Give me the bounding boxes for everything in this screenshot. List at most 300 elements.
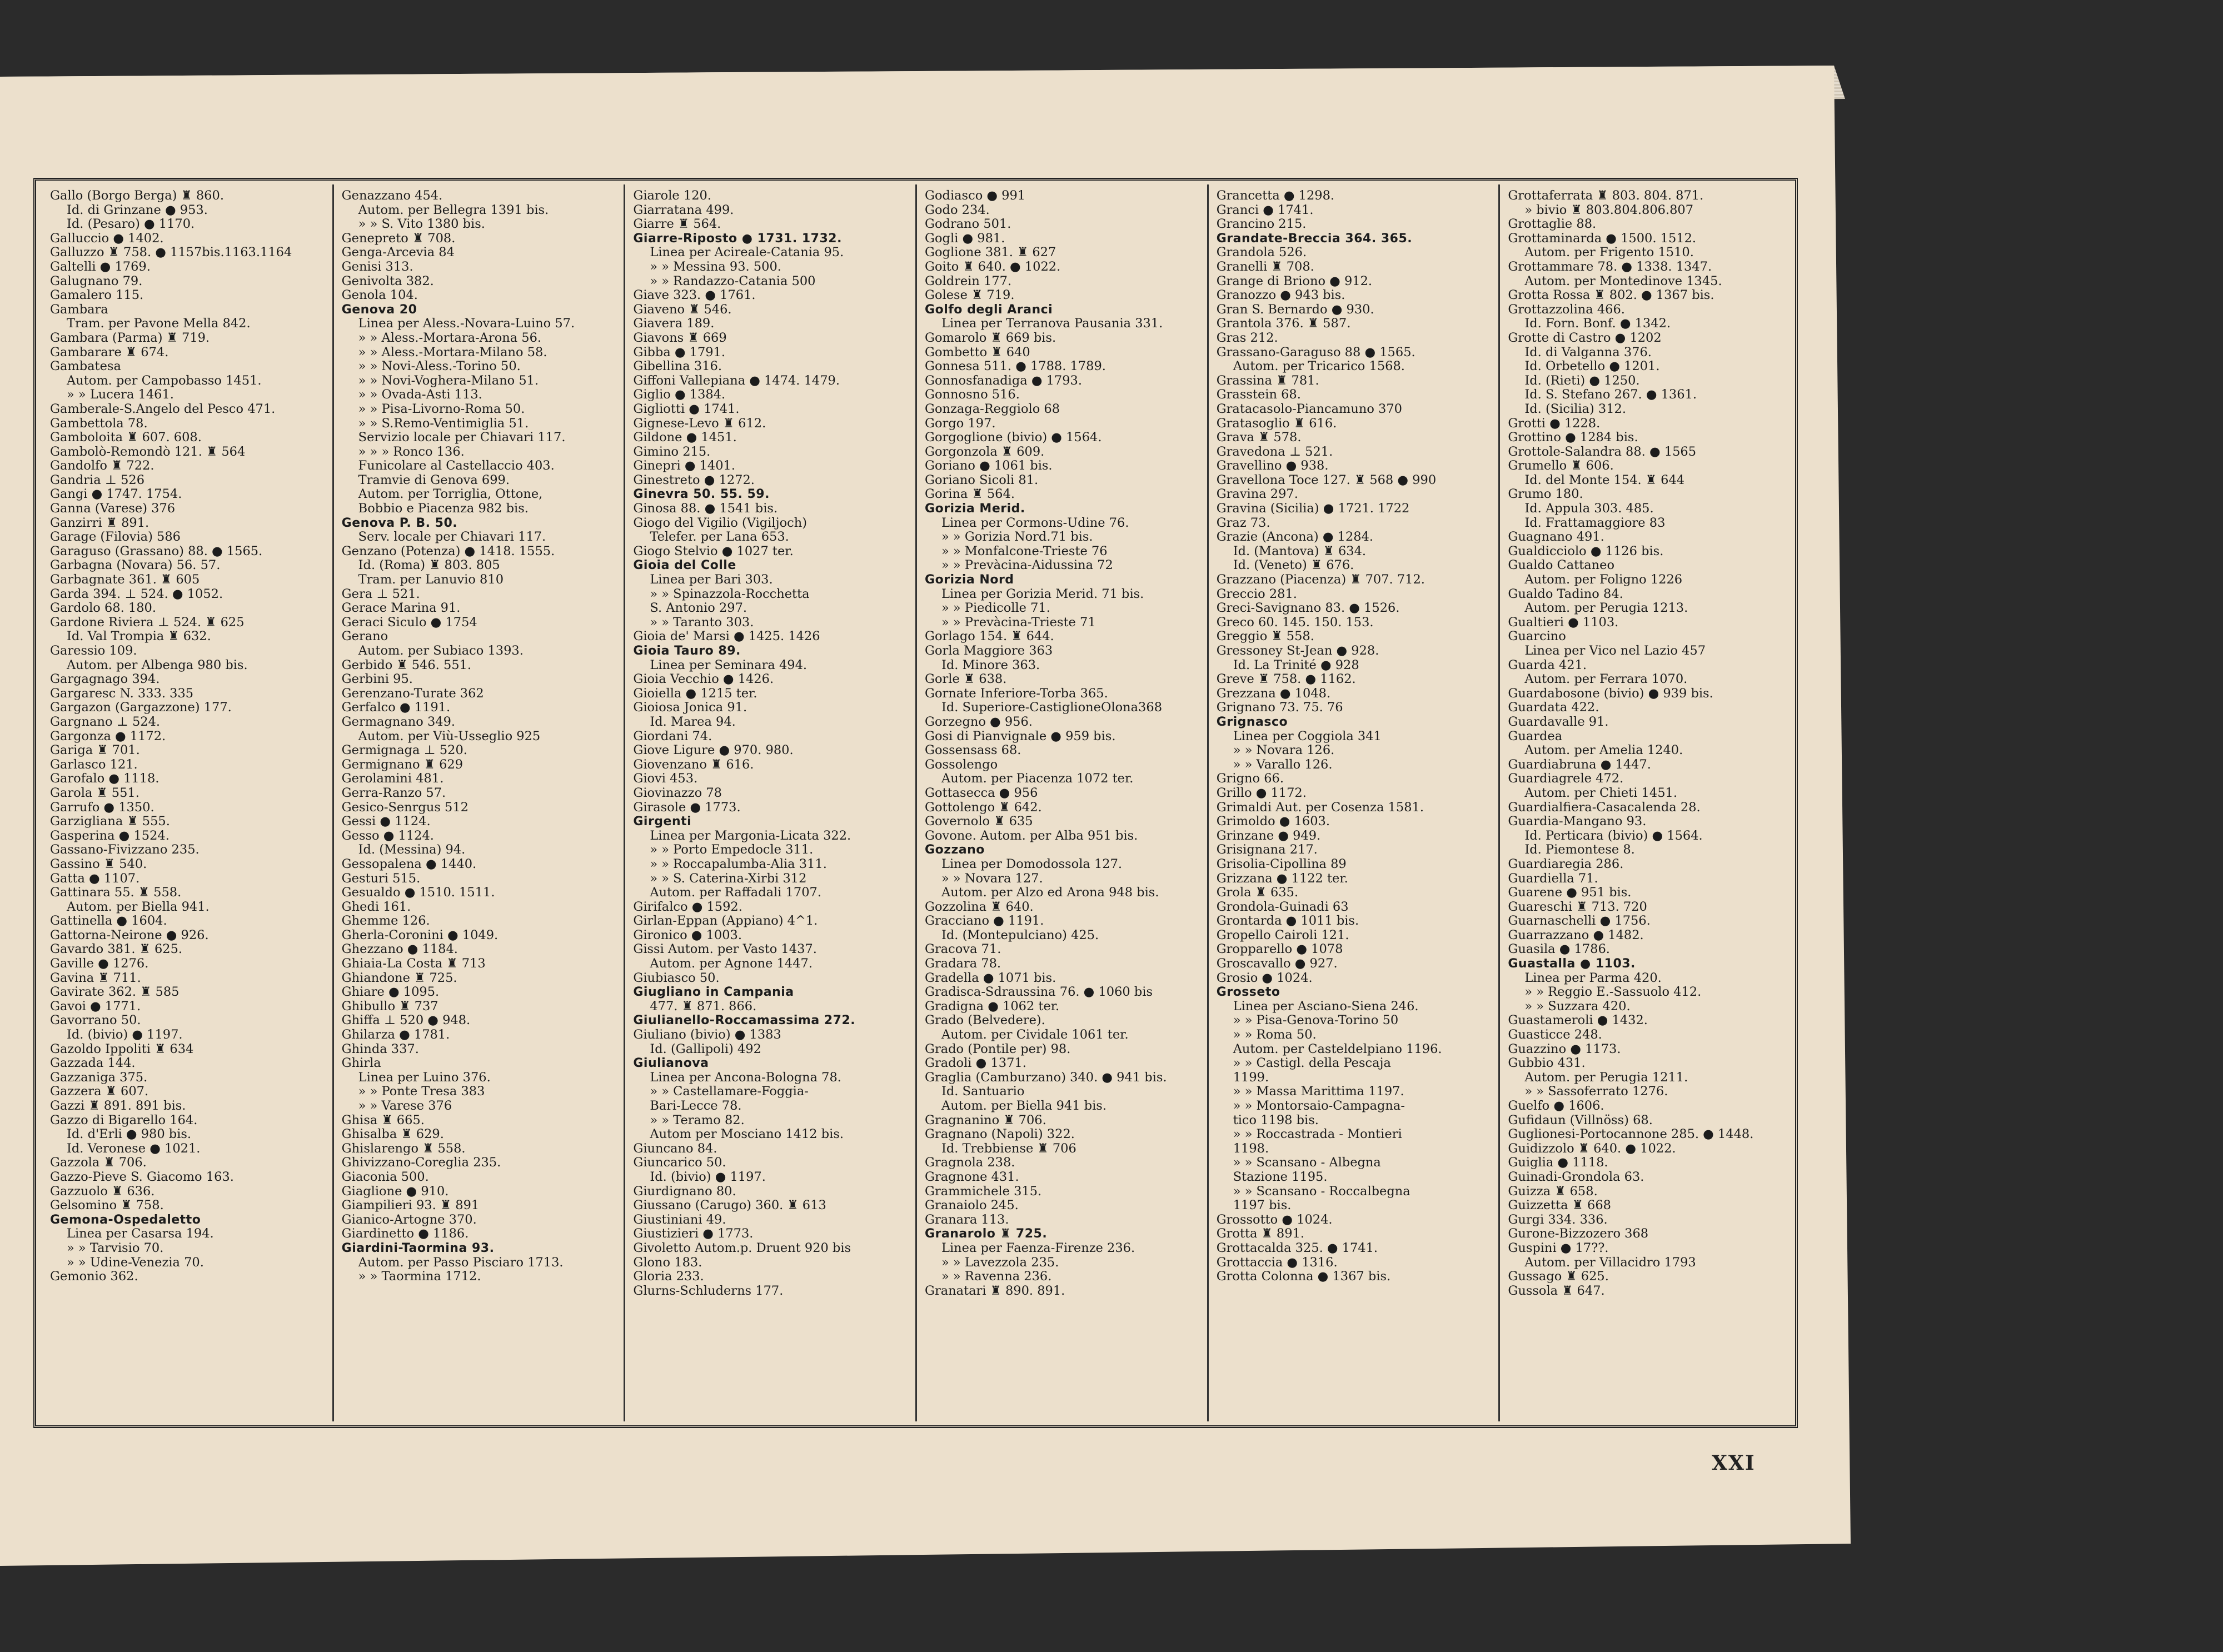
index-heading: Giardini-Taormina 93. xyxy=(341,1241,495,1255)
index-entry: Grancino 215. xyxy=(1216,217,1307,232)
index-entry: Gambatesa xyxy=(50,360,121,374)
index-entry: Ghiare ● 1095. xyxy=(341,985,440,1000)
index-entry: Gradara 78. xyxy=(925,957,1001,971)
index-entry: Autom. per Biella 941. xyxy=(67,900,210,914)
index-entry: Autom. per Tricarico 1568. xyxy=(1233,360,1405,374)
index-entry: Genola 104. xyxy=(341,288,418,303)
index-entry: Guardiaregia 286. xyxy=(1508,857,1624,871)
index-entry: Autom. per Montedinove 1345. xyxy=(1524,274,1722,288)
index-entry: Ganna (Varese) 376 xyxy=(50,502,176,516)
index-entry: Autom. per Passo Pisciaro 1713. xyxy=(358,1255,564,1270)
index-entry: Autom. per Villacidro 1793 xyxy=(1524,1255,1696,1270)
index-entry: Id. (Pesaro) ● 1170. xyxy=(67,217,195,232)
index-entry: Ginestreto ● 1272. xyxy=(633,473,755,487)
index-entry: S. Antonio 297. xyxy=(650,601,747,616)
index-entry: Gropparello ● 1078 xyxy=(1216,942,1343,957)
index-entry: Girifalco ● 1592. xyxy=(633,900,742,914)
index-entry: Tram. per Pavone Mella 842. xyxy=(67,317,251,331)
index-entry: Greco 60. 145. 150. 153. xyxy=(1216,615,1374,630)
index-entry: Genisi 313. xyxy=(341,259,413,274)
index-entry: » » S. Caterina-Xirbi 312 xyxy=(650,871,807,886)
index-entry: Gesualdo ● 1510. 1511. xyxy=(341,886,495,900)
index-entry: Garlasco 121. xyxy=(50,757,138,772)
index-entry: Goito ♜ 640. ● 1022. xyxy=(925,259,1061,274)
index-entry: Linea per Bari 303. xyxy=(650,573,773,587)
index-entry: » » Randazzo-Catania 500 xyxy=(650,274,816,288)
index-entry: » » Montorsaio-Campagna- xyxy=(1233,1099,1405,1113)
index-entry: Guardia-Mangano 93. xyxy=(1508,815,1647,829)
index-entry: » » Novi-Aless.-Torino 50. xyxy=(358,360,521,374)
index-entry: » » Taormina 1712. xyxy=(358,1270,481,1284)
index-entry: Gassano-Fivizzano 235. xyxy=(50,843,200,857)
index-entry: » » Ravenna 236. xyxy=(941,1270,1052,1284)
index-entry: Gatta ● 1107. xyxy=(50,871,140,886)
index-entry: Galluccio ● 1402. xyxy=(50,231,164,246)
index-entry: Gandria ⊥ 526 xyxy=(50,473,145,487)
index-entry: Autom. per Ferrara 1070. xyxy=(1524,672,1688,687)
index-entry: Linea per Parma 420. xyxy=(1524,971,1662,985)
index-entry: Gualdo Tadino 84. xyxy=(1508,587,1623,601)
index-entry: Gorlago 154. ♜ 644. xyxy=(925,630,1054,644)
index-entry: Id. La Trinité ● 928 xyxy=(1233,658,1359,672)
index-heading: Gioia Tauro 89. xyxy=(633,644,741,658)
index-entry: Gherla-Coronini ● 1049. xyxy=(341,928,499,942)
index-entry: Giovenzano ♜ 616. xyxy=(633,757,754,772)
index-entry: Gargaresc N. 333. 335 xyxy=(50,686,194,701)
index-entry: Gradoli ● 1371. xyxy=(925,1056,1026,1071)
index-entry: Ghisa ♜ 665. xyxy=(341,1113,425,1127)
index-entry: Giarratana 499. xyxy=(633,203,734,217)
index-entry: Id. Forn. Bonf. ● 1342. xyxy=(1524,317,1671,331)
index-entry: Gazzola ♜ 706. xyxy=(50,1156,147,1170)
index-entry: Garaguso (Grassano) 88. ● 1565. xyxy=(50,544,263,558)
index-entry: Giaconia 500. xyxy=(341,1170,429,1184)
index-entry: Gerolamini 481. xyxy=(341,772,444,786)
index-entry: Gerace Marina 91. xyxy=(341,601,461,616)
index-entry: Autom per Mosciano 1412 bis. xyxy=(650,1127,844,1142)
index-entry: Gogli ● 981. xyxy=(925,231,1005,246)
index-entry: Goglione 381. ♜ 627 xyxy=(925,246,1056,260)
index-entry: Guarda 421. xyxy=(1508,658,1587,672)
index-entry: Gavoi ● 1771. xyxy=(50,999,141,1014)
index-entry: Germagnano 349. xyxy=(341,715,456,729)
index-entry: Grillo ● 1172. xyxy=(1216,786,1307,800)
index-entry: » » Aless.-Mortara-Milano 58. xyxy=(358,345,547,360)
index-entry: Gottasecca ● 956 xyxy=(925,786,1038,800)
index-entry: » » Massa Marittima 1197. xyxy=(1233,1085,1404,1099)
index-entry: Genepreto ♜ 708. xyxy=(341,231,456,246)
index-entry: Gorzegno ● 956. xyxy=(925,715,1033,729)
index-entry: Stazione 1195. xyxy=(1233,1170,1328,1184)
index-entry: Gurgi 334. 336. xyxy=(1508,1212,1608,1227)
index-entry: Gambara (Parma) ♜ 719. xyxy=(50,331,210,345)
index-entry: » » Sassoferrato 1276. xyxy=(1524,1085,1668,1099)
index-entry: Linea per Cormons-Udine 76. xyxy=(941,516,1129,530)
index-entry: Gragnano (Napoli) 322. xyxy=(925,1127,1075,1142)
index-entry: Gonnosno 516. xyxy=(925,388,1020,402)
index-entry: Grinzane ● 949. xyxy=(1216,829,1321,843)
index-entry: Gessi ● 1124. xyxy=(341,815,431,829)
index-entry: » » Lavezzola 235. xyxy=(941,1255,1059,1270)
index-entry: Giussano (Carugo) 360. ♜ 613 xyxy=(633,1199,826,1213)
index-entry: » » Porto Empedocle 311. xyxy=(650,843,814,857)
index-heading: Golfo degli Aranci xyxy=(925,302,1053,317)
index-entry: Linea per Coggiola 341 xyxy=(1233,729,1382,743)
index-entry: Giove Ligure ● 970. 980. xyxy=(633,743,794,758)
index-entry: » » Taranto 303. xyxy=(650,615,754,630)
index-entry: Gerfalco ● 1191. xyxy=(341,701,451,715)
index-entry: Granci ● 1741. xyxy=(1216,203,1314,217)
index-entry: Giffoni Vallepiana ● 1474. 1479. xyxy=(633,373,840,388)
index-entry: Guarnaschelli ● 1756. xyxy=(1508,914,1651,929)
index-entry: Gussago ♜ 625. xyxy=(1508,1270,1609,1284)
index-entry: Genivolta 382. xyxy=(341,274,434,288)
index-entry: Guinadi-Grondola 63. xyxy=(1508,1170,1644,1184)
index-entry: Id. Val Trompia ♜ 632. xyxy=(67,630,211,644)
index-entry: » » Reggio E.-Sassuolo 412. xyxy=(1524,985,1702,1000)
index-entry: Giurdignano 80. xyxy=(633,1184,736,1199)
index-entry: Ghislarengo ♜ 558. xyxy=(341,1141,466,1156)
index-entry: Goriano Sicoli 81. xyxy=(925,473,1039,487)
column-2 xyxy=(334,184,626,1421)
index-entry: » » Monfalcone-Trieste 76 xyxy=(941,544,1108,558)
index-entry: » » Novara 126. xyxy=(1233,743,1335,758)
index-entry: Grotti ● 1228. xyxy=(1508,416,1601,431)
index-entry: 1198. xyxy=(1233,1141,1269,1156)
index-entry: Galluzzo ♜ 758. ● 1157bis.1163.1164 xyxy=(50,246,292,260)
index-entry: Gravina 297. xyxy=(1216,487,1298,502)
index-entry: Id. (Veneto) ♜ 676. xyxy=(1233,558,1354,573)
index-entry: Greccio 281. xyxy=(1216,587,1297,601)
index-entry: Grantola 376. ♜ 587. xyxy=(1216,317,1351,331)
index-entry: » » Pisa-Genova-Torino 50 xyxy=(1233,1014,1399,1028)
index-entry: Gravellino ● 938. xyxy=(1216,459,1329,473)
index-entry: Gesso ● 1124. xyxy=(341,829,434,843)
index-entry: Gragnanino ♜ 706. xyxy=(925,1113,1046,1127)
index-heading: Giugliano in Campania xyxy=(633,985,794,1000)
index-entry: Giustiniani 49. xyxy=(633,1212,726,1227)
index-entry: Granelli ♜ 708. xyxy=(1216,259,1314,274)
index-entry: Gargazon (Gargazzone) 177. xyxy=(50,701,232,715)
index-entry: Ghiaia-La Costa ♜ 713 xyxy=(341,957,486,971)
index-entry: Gazzo di Bigarello 164. xyxy=(50,1113,198,1127)
index-entry: Garbagnate 361. ♜ 605 xyxy=(50,573,200,587)
index-entry: Grola ♜ 635. xyxy=(1216,886,1299,900)
index-entry: Id. Veronese ● 1021. xyxy=(67,1141,201,1156)
index-entry: » bivio ♜ 803.804.806.807 xyxy=(1524,203,1694,217)
index-entry: Groscavallo ● 927. xyxy=(1216,957,1338,971)
index-entry: Guiglia ● 1118. xyxy=(1508,1156,1608,1170)
index-entry: Gioiella ● 1215 ter. xyxy=(633,686,757,701)
index-entry: Guardabosone (bivio) ● 939 bis. xyxy=(1508,686,1713,701)
index-entry: Gavorrano 50. xyxy=(50,1014,141,1028)
index-entry: Id. Piemontese 8. xyxy=(1524,843,1635,857)
index-entry: Gran S. Bernardo ● 930. xyxy=(1216,302,1374,317)
index-entry: Granaiolo 245. xyxy=(925,1199,1019,1213)
index-entry: Gressoney St-Jean ● 928. xyxy=(1216,644,1379,658)
index-entry: Giuncarico 50. xyxy=(633,1156,726,1170)
index-entry: Gasperina ● 1524. xyxy=(50,829,170,843)
index-entry: Grisolia-Cipollina 89 xyxy=(1216,857,1347,871)
index-entry: Linea per Domodossola 127. xyxy=(941,857,1123,871)
index-entry: Gracova 71. xyxy=(925,942,1001,957)
index-entry: Gorina ♜ 564. xyxy=(925,487,1015,502)
index-entry: Linea per Faenza-Firenze 236. xyxy=(941,1241,1135,1255)
index-entry: Gazzaniga 375. xyxy=(50,1070,148,1085)
index-entry: Gazoldo Ippoliti ♜ 634 xyxy=(50,1042,194,1056)
index-entry: Linea per Terranova Pausania 331. xyxy=(941,317,1163,331)
index-entry: Galugnano 79. xyxy=(50,274,143,288)
index-entry: Guarene ● 951 bis. xyxy=(1508,886,1632,900)
index-entry: Id. d'Erli ● 980 bis. xyxy=(67,1127,192,1142)
index-entry: Gorla Maggiore 363 xyxy=(925,644,1053,658)
index-entry: Serv. locale per Chiavari 117. xyxy=(358,530,546,545)
index-entry: Guardiella 71. xyxy=(1508,871,1598,886)
index-entry: Autom. per Piacenza 1072 ter. xyxy=(941,772,1134,786)
index-entry: Guardiabruna ● 1447. xyxy=(1508,757,1651,772)
index-entry: Gironico ● 1003. xyxy=(633,928,742,942)
index-entry: Autom. per Subiaco 1393. xyxy=(358,644,524,658)
index-entry: Gardone Riviera ⊥ 524. ♜ 625 xyxy=(50,615,245,630)
index-entry: Grimaldi Aut. per Cosenza 1581. xyxy=(1216,800,1424,815)
index-entry: Girlan-Eppan (Appiano) 4^1. xyxy=(633,914,818,929)
index-entry: Gavardo 381. ♜ 625. xyxy=(50,942,183,957)
index-entry: Grava ♜ 578. xyxy=(1216,431,1302,445)
index-heading: Giulianova xyxy=(633,1056,709,1071)
index-entry: Gravedona ⊥ 521. xyxy=(1216,445,1333,459)
index-entry: Gratacasolo-Piancamuno 370 xyxy=(1216,402,1402,416)
index-entry: Gossolengo xyxy=(925,757,998,772)
index-entry: Id. Perticara (bivio) ● 1564. xyxy=(1524,829,1703,843)
index-entry: Grumo 180. xyxy=(1508,487,1583,502)
index-entry: Gibba ● 1791. xyxy=(633,345,726,360)
index-entry: Grizzana ● 1122 ter. xyxy=(1216,871,1348,886)
index-entry: Garbagna (Novara) 56. 57. xyxy=(50,558,221,573)
index-entry: Graz 73. xyxy=(1216,516,1270,530)
column-5 xyxy=(1209,184,1501,1421)
index-entry: Gassino ♜ 540. xyxy=(50,857,147,871)
index-entry: Gazzera ♜ 607. xyxy=(50,1085,149,1099)
index-entry: Giave 323. ● 1761. xyxy=(633,288,756,303)
index-entry: Gerra-Ranzo 57. xyxy=(341,786,446,800)
index-entry: Funicolare al Castellaccio 403. xyxy=(358,459,555,473)
index-entry: » » Roma 50. xyxy=(1233,1028,1317,1042)
index-entry: Id. (bivio) ● 1197. xyxy=(650,1170,766,1184)
index-entry: Govone. Autom. per Alba 951 bis. xyxy=(925,829,1138,843)
index-entry: Gattinara 55. ♜ 558. xyxy=(50,886,182,900)
index-entry: Linea per Acireale-Catania 95. xyxy=(650,246,844,260)
index-entry: Gottolengo ♜ 642. xyxy=(925,800,1042,815)
index-entry: » » Suzzara 420. xyxy=(1524,999,1631,1014)
index-entry: Guspini ● 17??. xyxy=(1508,1241,1609,1255)
index-entry: » » Castigl. della Pescaja xyxy=(1233,1056,1391,1071)
index-entry: Gaville ● 1276. xyxy=(50,957,149,971)
index-entry: » » S. Vito 1380 bis. xyxy=(358,217,485,232)
index-entry: » » Tarvisio 70. xyxy=(67,1241,164,1255)
index-entry: Autom. per Chieti 1451. xyxy=(1524,786,1677,800)
index-entry: Gravina (Sicilia) ● 1721. 1722 xyxy=(1216,502,1410,516)
index-entry: Ginosa 88. ● 1541 bis. xyxy=(633,502,778,516)
index-entry: Giglio ● 1384. xyxy=(633,388,726,402)
index-heading: Gozzano xyxy=(925,843,985,857)
index-entry: Goriano ● 1061 bis. xyxy=(925,459,1053,473)
index-entry: Autom. per Alzo ed Arona 948 bis. xyxy=(941,886,1159,900)
index-entry: Genga-Arcevia 84 xyxy=(341,246,455,260)
column-1 xyxy=(42,184,334,1421)
index-entry: Gazzada 144. xyxy=(50,1056,136,1071)
index-entry: Granozzo ● 943 bis. xyxy=(1216,288,1345,303)
index-entry: Godo 234. xyxy=(925,203,990,217)
index-entry: Autom. per Perugia 1211. xyxy=(1524,1070,1688,1085)
index-entry: Id. S. Stefano 267. ● 1361. xyxy=(1524,388,1697,402)
index-entry: Gavirate 362. ♜ 585 xyxy=(50,985,180,1000)
index-entry: Goldrein 177. xyxy=(925,274,1012,288)
index-entry: Gosi di Pianvignale ● 959 bis. xyxy=(925,729,1116,743)
index-heading: Giulianello-Roccamassima 272. xyxy=(633,1014,856,1028)
index-entry: Girasole ● 1773. xyxy=(633,800,741,815)
index-entry: Grandola 526. xyxy=(1216,246,1307,260)
index-entry: Id. di Valganna 376. xyxy=(1524,345,1652,360)
index-entry: Gualdicciolo ● 1126 bis. xyxy=(1508,544,1664,558)
index-entry: Garrufo ● 1350. xyxy=(50,800,154,815)
index-entry: Guelfo ● 1606. xyxy=(1508,1099,1604,1113)
index-entry: Gandolfo ♜ 722. xyxy=(50,459,154,473)
index-entry: Autom. per Torriglia, Ottone, xyxy=(358,487,543,502)
index-entry: Grimoldo ● 1603. xyxy=(1216,815,1330,829)
index-entry: Guarrazzano ● 1482. xyxy=(1508,928,1644,942)
index-entry: Tram. per Lanuvio 810 xyxy=(358,573,504,587)
index-entry: Guardialfiera-Casacalenda 28. xyxy=(1508,800,1701,815)
index-entry: Gragnone 431. xyxy=(925,1170,1019,1184)
index-entry: Guidizzolo ♜ 640. ● 1022. xyxy=(1508,1141,1676,1156)
index-entry: Gussola ♜ 647. xyxy=(1508,1284,1605,1298)
index-entry: Gamboloita ♜ 607. 608. xyxy=(50,431,202,445)
index-entry: Giarre ♜ 564. xyxy=(633,217,721,232)
index-entry: » » Prevàcina-Trieste 71 xyxy=(941,615,1096,630)
index-entry: Giavons ♜ 669 xyxy=(633,331,727,345)
index-entry: Gradigna ● 1062 ter. xyxy=(925,999,1060,1014)
index-entry: Autom. per Casteldelpiano 1196. xyxy=(1233,1042,1442,1056)
index-entry: Gesturi 515. xyxy=(341,871,421,886)
column-6 xyxy=(1500,184,1790,1421)
index-entry: Glono 183. xyxy=(633,1255,702,1270)
index-entry: Golese ♜ 719. xyxy=(925,288,1015,303)
index-entry: Id. Frattamaggiore 83 xyxy=(1524,516,1666,530)
index-entry: Linea per Aless.-Novara-Luino 57. xyxy=(358,317,575,331)
index-entry: » » Ovada-Asti 113. xyxy=(358,388,482,402)
index-entry: Giardinetto ● 1186. xyxy=(341,1227,469,1241)
index-columns xyxy=(42,184,1790,1421)
index-entry: Linea per Margonia-Licata 322. xyxy=(650,829,851,843)
index-entry: Grisignana 217. xyxy=(1216,843,1318,857)
index-entry: » » Messina 93. 500. xyxy=(650,259,781,274)
index-entry: Greve ♜ 758. ● 1162. xyxy=(1216,672,1356,687)
index-entry: Gardolo 68. 180. xyxy=(50,601,157,616)
index-entry: Gildone ● 1451. xyxy=(633,431,737,445)
index-entry: Gorgo 197. xyxy=(925,416,996,431)
index-heading: Girgenti xyxy=(633,815,692,829)
index-entry: Autom. per Amelia 1240. xyxy=(1524,743,1683,758)
index-entry: Gessopalena ● 1440. xyxy=(341,857,477,871)
index-entry: Gragnola 238. xyxy=(925,1156,1015,1170)
index-entry: Id. (Mantova) ♜ 634. xyxy=(1233,544,1367,558)
index-entry: Tramvie di Genova 699. xyxy=(358,473,510,487)
index-heading: Ginevra 50. 55. 59. xyxy=(633,487,770,502)
index-entry: Giavera 189. xyxy=(633,317,715,331)
index-entry: Autom. per Foligno 1226 xyxy=(1524,573,1683,587)
index-entry: Id. (Montepulciano) 425. xyxy=(941,928,1099,942)
index-entry: » » Teramo 82. xyxy=(650,1113,745,1127)
index-entry: Ghezzano ● 1184. xyxy=(341,942,458,957)
index-entry: Ghibullo ♜ 737 xyxy=(341,999,438,1014)
index-entry: Guareschi ♜ 713. 720 xyxy=(1508,900,1647,914)
index-entry: Gigliotti ● 1741. xyxy=(633,402,740,416)
index-entry: Grazzano (Piacenza) ♜ 707. 712. xyxy=(1216,573,1425,587)
index-entry: Linea per Seminara 494. xyxy=(650,658,808,672)
index-entry: Guasticce 248. xyxy=(1508,1028,1602,1042)
index-heading: Genova 20 xyxy=(341,302,417,317)
index-entry: Gravellona Toce 127. ♜ 568 ● 990 xyxy=(1216,473,1437,487)
index-entry: Id. Minore 363. xyxy=(941,658,1040,672)
index-entry: Grezzana ● 1048. xyxy=(1216,686,1331,701)
index-entry: Gras 212. xyxy=(1216,331,1278,345)
index-heading: Granarolo ♜ 725. xyxy=(925,1227,1048,1241)
index-entry: Giuncano 84. xyxy=(633,1141,717,1156)
index-entry: Autom. per Raffadali 1707. xyxy=(650,886,821,900)
index-entry: Giordani 74. xyxy=(633,729,712,743)
index-entry: Linea per Ancona-Bologna 78. xyxy=(650,1070,841,1085)
index-entry: Id. (Sicilia) 312. xyxy=(1524,402,1626,416)
index-entry: Gubbio 431. xyxy=(1508,1056,1586,1071)
index-entry: Gargonza ● 1172. xyxy=(50,729,166,743)
index-entry: Gonzaga-Reggiolo 68 xyxy=(925,402,1060,416)
index-entry: Guasila ● 1786. xyxy=(1508,942,1610,957)
index-entry: » » Novi-Voghera-Milano 51. xyxy=(358,373,539,388)
index-entry: » » Roccapalumba-Alia 311. xyxy=(650,857,827,871)
page-number: XXI xyxy=(1712,1451,1756,1475)
index-entry: Ghinda 337. xyxy=(341,1042,419,1056)
index-entry: Gattorna-Neirone ● 926. xyxy=(50,928,209,942)
index-entry: Grotta Colonna ● 1367 bis. xyxy=(1216,1270,1391,1284)
index-entry: Gualdo Cattaneo xyxy=(1508,558,1615,573)
index-entry: » » Novara 127. xyxy=(941,871,1043,886)
index-entry: Telefer. per Lana 653. xyxy=(650,530,789,545)
index-entry: Guizzetta ♜ 668 xyxy=(1508,1199,1611,1213)
index-entry: Ghisalba ♜ 629. xyxy=(341,1127,444,1142)
index-entry: Linea per Casarsa 194. xyxy=(67,1227,214,1241)
index-entry: Autom. per Albenga 980 bis. xyxy=(67,658,248,672)
index-entry: Godrano 501. xyxy=(925,217,1011,232)
index-entry: Governolo ♜ 635 xyxy=(925,815,1033,829)
index-entry: Id. Trebbiense ♜ 706 xyxy=(941,1141,1076,1156)
index-entry: Grontarda ● 1011 bis. xyxy=(1216,914,1359,929)
index-entry: Greggio ♜ 558. xyxy=(1216,630,1314,644)
index-entry: Gombetto ♜ 640 xyxy=(925,345,1030,360)
index-heading: Grandate-Breccia 364. 365. xyxy=(1216,231,1413,246)
index-entry: Gorgoglione (bivio) ● 1564. xyxy=(925,431,1102,445)
index-entry: Gambettola 78. xyxy=(50,416,148,431)
index-entry: Giarole 120. xyxy=(633,189,711,203)
index-entry: Genazzano 454. xyxy=(341,189,443,203)
index-entry: Ghiandone ♜ 725. xyxy=(341,971,457,985)
index-entry: Servizio locale per Chiavari 117. xyxy=(358,431,566,445)
index-entry: Gamalero 115. xyxy=(50,288,144,303)
index-entry: Gazzuolo ♜ 636. xyxy=(50,1184,155,1199)
index-entry: Gazzo-Pieve S. Giacomo 163. xyxy=(50,1170,234,1184)
index-entry: Grottaferrata ♜ 803. 804. 871. xyxy=(1508,189,1704,203)
index-entry: Gerbini 95. xyxy=(341,672,413,687)
index-entry: 1197 bis. xyxy=(1233,1199,1292,1213)
